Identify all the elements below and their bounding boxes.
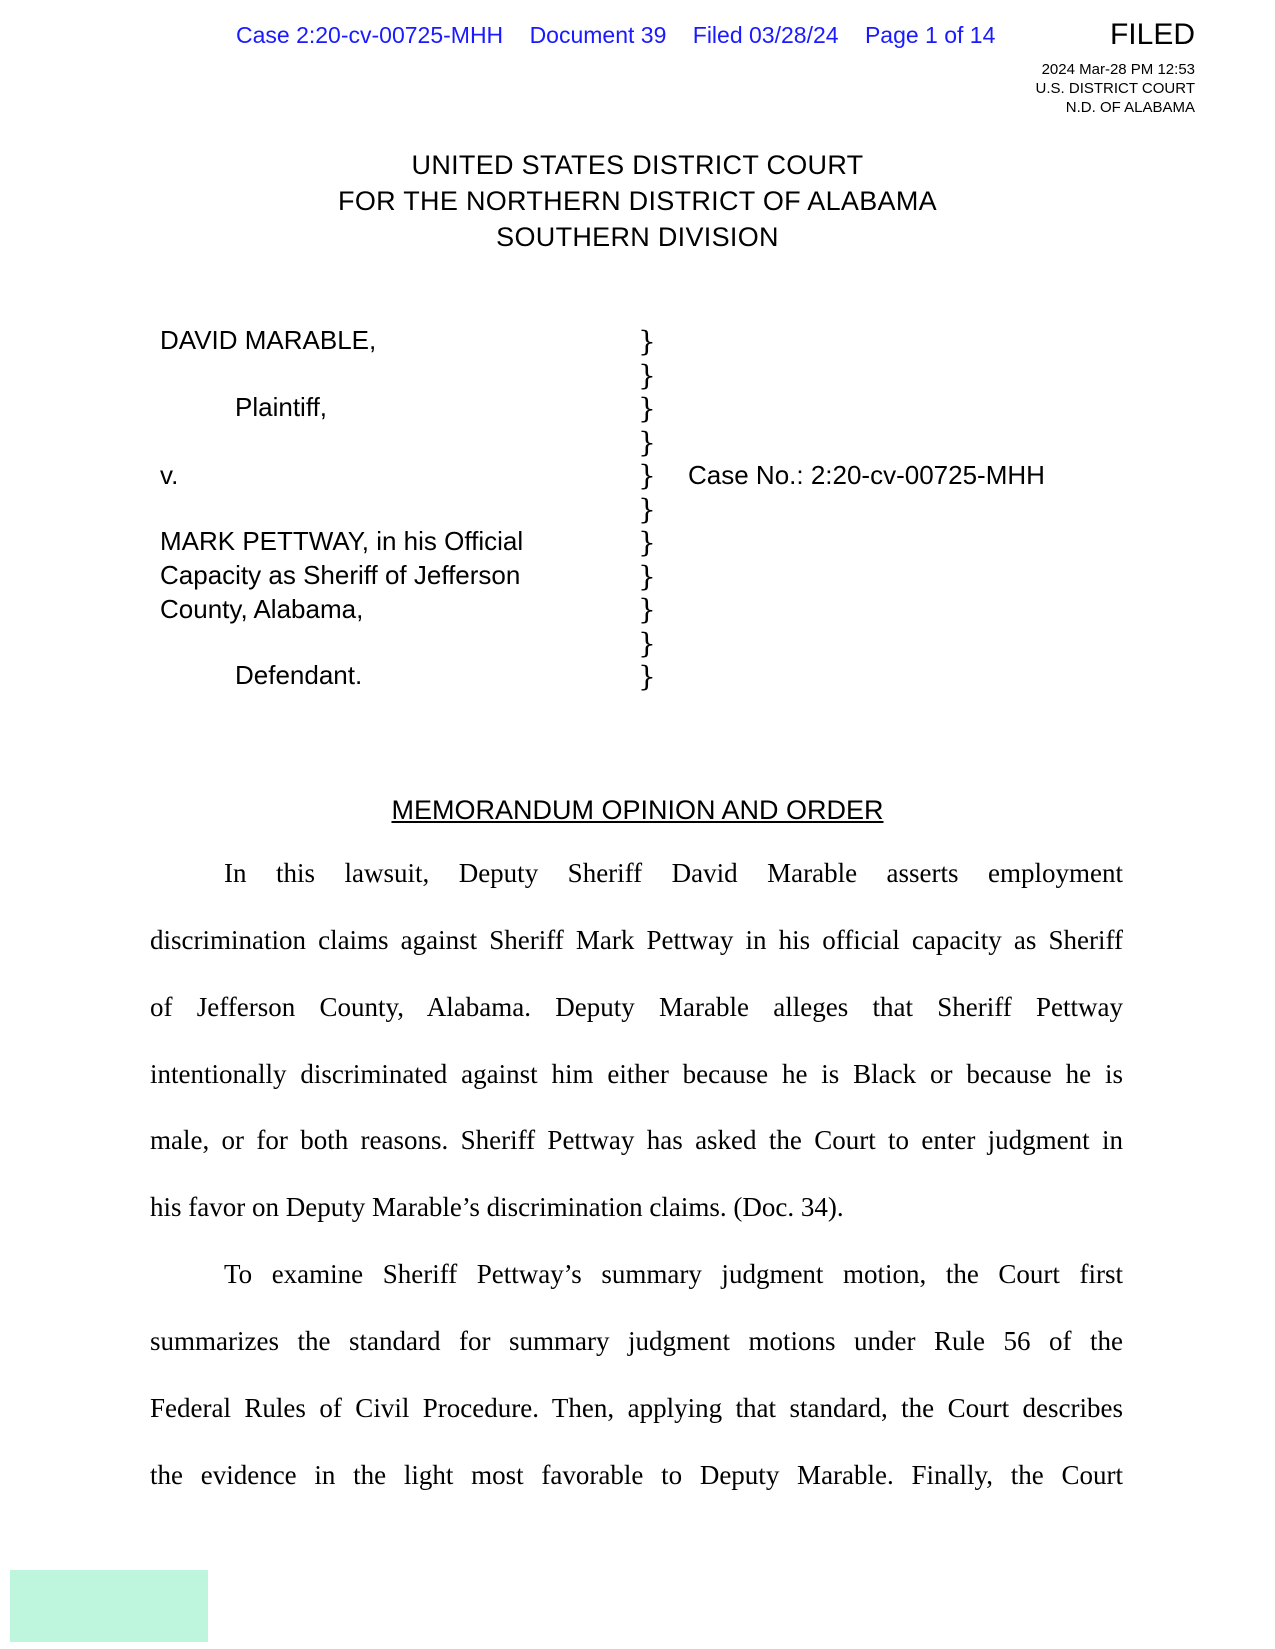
body-line: Federal Rules of Civil Procedure. Then, applying that standard, the Court describes [150,1393,1123,1423]
court-district: FOR THE NORTHERN DISTRICT OF ALABAMA [338,186,937,216]
plaintiff-name: DAVID MARABLE, [160,325,377,355]
filed-district: N.D. OF ALABAMA [1065,99,1195,116]
defendant-role: Defendant. [235,660,363,690]
caption-brace: } [638,626,656,660]
plaintiff-role: Plaintiff, [235,392,328,422]
body-line: summarizes the standard for summary judgment motions under Rule 56 of the [150,1326,1123,1356]
caption-brace: } [638,358,656,392]
caption-brace: } [638,459,656,492]
court-division: SOUTHERN DIVISION [496,222,779,252]
filed-datetime: 2024 Mar-28 PM 12:53 [1041,61,1195,78]
caption-brace: } [638,660,656,693]
caption-brace: } [638,425,656,459]
document-title: MEMORANDUM OPINION AND ORDER [391,795,884,825]
body-line: To examine Sheriff Pettway’s summary judgment motion, the Court first [224,1259,1123,1289]
caption-brace: } [638,559,656,593]
body-line: his favor on Deputy Marable’s discrimination claims. (Doc. 34). [150,1192,844,1222]
footer-highlight-block [10,1570,208,1642]
filed-label: FILED [1109,18,1195,51]
court-name: UNITED STATES DISTRICT COURT [411,150,864,180]
body-line: In this lawsuit, Deputy Sheriff David Marable asserts employment [224,858,1123,888]
caption-brace: } [638,492,656,526]
stamp-case-number: Case 2:20-cv-00725-MHH [236,22,504,48]
caption-brace-column [638,325,656,694]
stamp-filed-date: Filed 03/28/24 [692,22,839,48]
caption-brace: } [638,526,656,559]
body-line: discrimination claims against Sheriff Mark Pettway in his official capacity as Sheriff [150,925,1123,955]
defendant-line-1: MARK PETTWAY, in his Official [160,526,524,556]
caption-brace: } [638,325,656,358]
caption-brace: } [638,593,656,626]
ecf-header-stamp [236,22,1015,49]
body-line: the evidence in the light most favorable to Deputy Marable. Finally, the Court [150,1460,1123,1490]
body-line: of Jefferson County, Alabama. Deputy Marable alleges that Sheriff Pettway [150,992,1123,1022]
defendant-line-3: County, Alabama, [160,594,364,624]
stamp-document-number: Document 39 [529,22,667,48]
case-number: Case No.: 2:20-cv-00725-MHH [688,460,1045,490]
stamp-page-count: Page 1 of 14 [864,22,996,48]
body-line: intentionally discriminated against him either because he is Black or because he is [150,1059,1123,1089]
body-line: male, or for both reasons. Sheriff Pettway has asked the Court to enter judgment in [150,1125,1123,1155]
caption-brace: } [638,392,656,425]
versus-label: v. [160,460,179,490]
filed-court: U.S. DISTRICT COURT [1035,80,1195,97]
defendant-line-2: Capacity as Sheriff of Jefferson [160,560,521,590]
